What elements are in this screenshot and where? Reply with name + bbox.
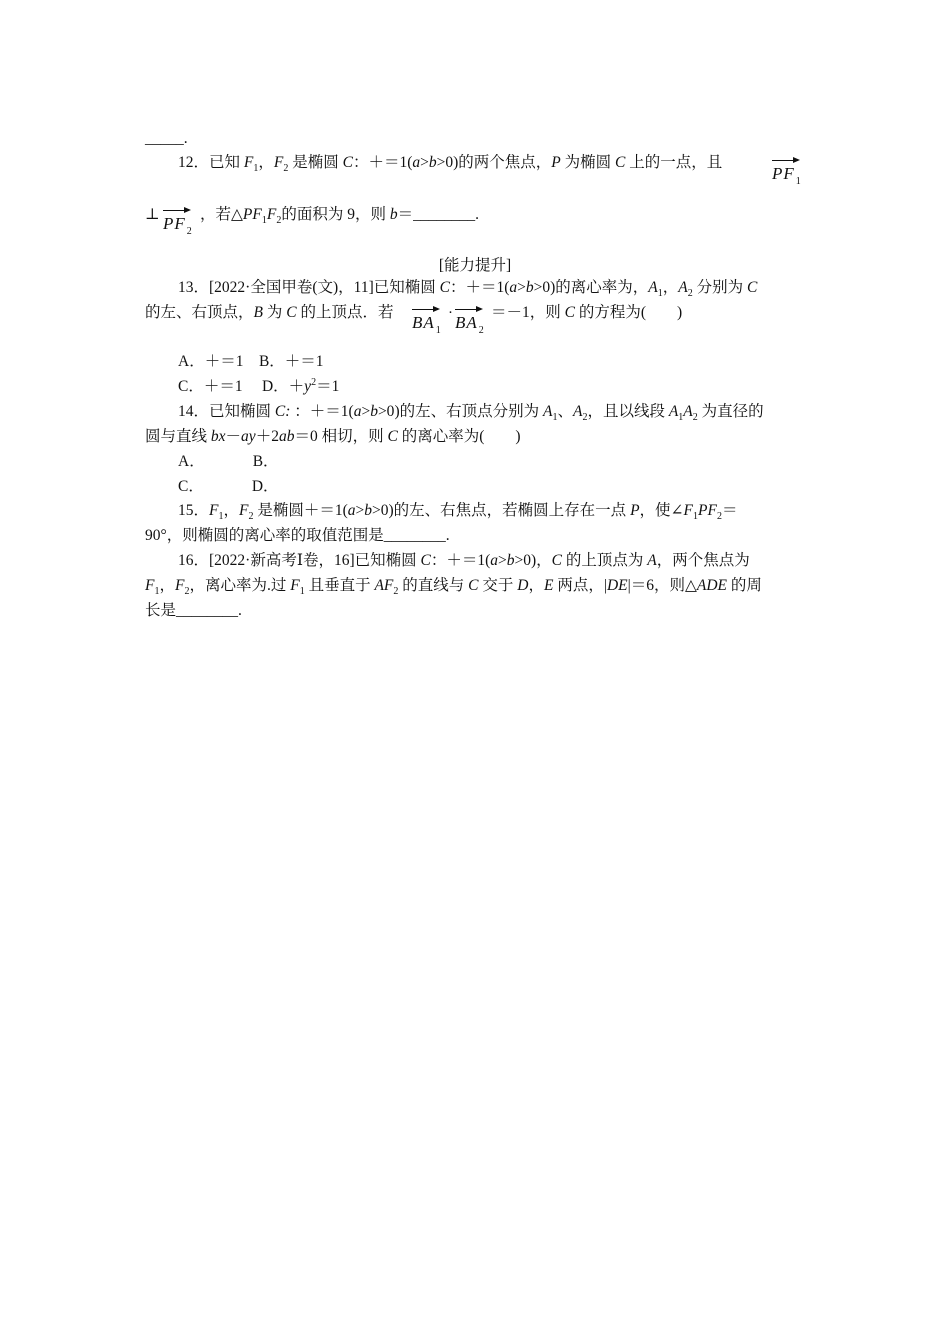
question-13-options-1: A．＋＝1 B．＋＝1: [178, 353, 324, 370]
question-16-line-2: $F_1$，$F_2$，离心率为.过 $F_1$ 且垂直于 $AF_2$ 的直线与 C 交于 D，E 两点，|DE|＝6，则△ADE 的周: [145, 577, 762, 598]
dot-operator: ·: [448, 305, 453, 321]
question-14-line-1: 14．已知椭圆 C: ：＋＝1(a>b>0)的左、右顶点分别为 $A_1$、$A_2$，且以线段 $A_1A_2$ 为直径的: [178, 403, 764, 424]
question-16-line-3: 长是________.: [145, 602, 242, 619]
question-13-line-2: 的左、右顶点，B 为 C 的上顶点．若: [145, 304, 394, 321]
vector-pf1: $PF_1$: [772, 164, 802, 187]
question-13-line-2b: ＝－1，则 C 的方程为( ): [491, 304, 683, 321]
vector-ba1: $BA_1$: [412, 313, 442, 336]
question-13-line-1: 13．[2022·全国甲卷(文)，11]已知椭圆 C：＋＝1(a>b>0)的离心率为，$A_1$，$A_2$ 分别为 C: [178, 279, 758, 300]
question-12-line-1: 12．已知 $F_1$，$F_2$ 是椭圆 C：＋＝1(a>b>0)的两个焦点，P 为椭圆 C 上的一点，且: [178, 154, 723, 175]
question-14-line-2: 圆与直线 bx－ay＋2ab＝0 相切，则 C 的离心率为( ): [145, 428, 521, 445]
vector-ba2: $BA_2$: [455, 313, 485, 336]
question-14-options-1: A． B．: [178, 453, 279, 470]
question-15-line-2: 90°，则椭圆的离心率的取值范围是________.: [145, 527, 450, 544]
question-12-line-2: ⊥: [145, 206, 160, 223]
vector-pf2: $PF_2$: [163, 214, 193, 237]
question-14-options-2: C． D．: [178, 478, 279, 495]
question-13-options-2: C．＋＝1 D．$+y^2=1$: [178, 376, 340, 395]
section-heading: [能力提升]: [438, 257, 512, 274]
text-line: _____.: [145, 130, 188, 147]
question-16-line-1: 16．[2022·新高考Ⅰ卷，16]已知椭圆 C：＋＝1(a>b>0)，C 的上顶点为 A，两个焦点为: [178, 552, 750, 569]
question-12-line-2b: ，若$\triangle PF_1F_2$的面积为 9，则 b＝________.: [200, 206, 479, 227]
question-15-line-1: 15．$F_1$，$F_2$ 是椭圆＋＝1(a>b>0)的左、右焦点，若椭圆上存在一点 P，使$\angle F_1PF_2=$: [178, 502, 738, 523]
